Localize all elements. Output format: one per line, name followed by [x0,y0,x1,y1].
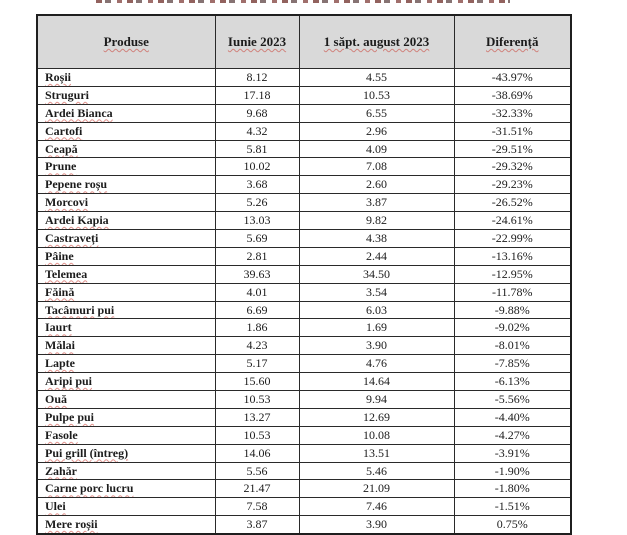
price-august-cell: 10.53 [299,86,454,104]
price-august-cell: 1.69 [299,319,454,337]
price-august-cell: 4.76 [299,355,454,373]
price-june-cell: 13.03 [215,212,299,230]
difference-cell: -1.51% [454,498,571,516]
product-name-cell: Lapte [37,355,215,373]
product-name-cell: Fasole [37,426,215,444]
product-name-cell: Mere roșii [37,516,215,534]
product-name-cell: Carne porc lucru [37,480,215,498]
table-row [37,480,571,498]
table-row [37,69,571,87]
difference-cell: -29.23% [454,176,571,194]
product-name-cell: Ceapă [37,140,215,158]
price-august-cell: 5.46 [299,462,454,480]
price-comparison-table [36,14,572,535]
price-august-cell: 4.55 [299,69,454,87]
difference-cell: -3.91% [454,444,571,462]
product-name-cell: Mălai [37,337,215,355]
column-header-produse-label: Produse [103,34,149,49]
price-june-cell: 21.47 [215,480,299,498]
price-august-cell: 3.87 [299,194,454,212]
product-name-cell: Ardei Bianca [37,104,215,122]
price-august-cell: 9.94 [299,391,454,409]
product-name-cell: Ulei [37,498,215,516]
product-name-cell: Pâine [37,247,215,265]
difference-cell: -26.52% [454,194,571,212]
product-name-cell: Castraveți [37,230,215,248]
difference-cell: -29.51% [454,140,571,158]
product-name-cell: Iaurt [37,319,215,337]
clipped-title-text [96,0,510,3]
difference-cell: -24.61% [454,212,571,230]
product-name-cell: Morcovi [37,194,215,212]
difference-cell: -1.80% [454,480,571,498]
price-august-cell: 6.03 [299,301,454,319]
price-june-cell: 5.81 [215,140,299,158]
difference-cell: -13.16% [454,247,571,265]
price-august-cell: 2.96 [299,122,454,140]
price-august-cell: 4.38 [299,230,454,248]
price-august-cell: 13.51 [299,444,454,462]
table-row [37,498,571,516]
difference-cell: -31.51% [454,122,571,140]
price-june-cell: 5.26 [215,194,299,212]
price-august-cell: 6.55 [299,104,454,122]
price-june-cell: 3.87 [215,516,299,534]
difference-cell: -1.90% [454,462,571,480]
difference-cell: -29.32% [454,158,571,176]
difference-cell: -22.99% [454,230,571,248]
column-header-august-label: 1 săpt. august 2023 [323,34,430,49]
product-name-cell: Ardei Kapia [37,212,215,230]
product-name-cell: Roșii [37,69,215,87]
table-row [37,516,571,534]
difference-cell: 0.75% [454,516,571,534]
product-name-cell: Tacâmuri pui [37,301,215,319]
price-june-cell: 6.69 [215,301,299,319]
table-row [37,265,571,283]
table-row [37,355,571,373]
price-august-cell: 12.69 [299,408,454,426]
difference-cell: -9.02% [454,319,571,337]
price-june-cell: 4.23 [215,337,299,355]
price-august-cell: 4.09 [299,140,454,158]
price-june-cell: 13.27 [215,408,299,426]
difference-cell: -5.56% [454,391,571,409]
product-name-cell: Struguri [37,86,215,104]
product-name-cell: Ouă [37,391,215,409]
price-august-cell: 3.54 [299,283,454,301]
table-row [37,408,571,426]
difference-cell: -38.69% [454,86,571,104]
table-header [37,15,571,69]
difference-cell: -7.85% [454,355,571,373]
table-row [37,444,571,462]
price-august-cell: 7.08 [299,158,454,176]
price-august-cell: 10.08 [299,426,454,444]
product-name-cell: Telemea [37,265,215,283]
difference-cell: -8.01% [454,337,571,355]
table-row [37,319,571,337]
difference-cell: -11.78% [454,283,571,301]
column-header-diferenta [454,15,571,69]
column-header-produse [37,15,215,69]
difference-cell: -6.13% [454,373,571,391]
table-row [37,194,571,212]
price-june-cell: 15.60 [215,373,299,391]
price-june-cell: 5.56 [215,462,299,480]
column-header-august-2023 [299,15,454,69]
price-june-cell: 4.01 [215,283,299,301]
table-row [37,373,571,391]
price-june-cell: 4.32 [215,122,299,140]
price-august-cell: 21.09 [299,480,454,498]
difference-cell: -32.33% [454,104,571,122]
column-header-iunie-2023 [215,15,299,69]
product-name-cell: Pepene roșu [37,176,215,194]
price-august-cell: 3.90 [299,516,454,534]
price-august-cell: 7.46 [299,498,454,516]
price-june-cell: 14.06 [215,444,299,462]
difference-cell: -4.27% [454,426,571,444]
price-june-cell: 39.63 [215,265,299,283]
product-name-cell: Făină [37,283,215,301]
difference-cell: -43.97% [454,69,571,87]
price-june-cell: 10.53 [215,426,299,444]
table-row [37,212,571,230]
column-header-iunie-label: Iunie 2023 [227,34,287,49]
product-name-cell: Prune [37,158,215,176]
header-row [37,15,571,69]
product-name-cell: Pui grill (întreg) [37,444,215,462]
table-row [37,337,571,355]
table-row [37,230,571,248]
price-june-cell: 8.12 [215,69,299,87]
difference-cell: -9.88% [454,301,571,319]
product-name-cell: Cartofi [37,122,215,140]
table-row [37,301,571,319]
price-august-cell: 14.64 [299,373,454,391]
price-august-cell: 9.82 [299,212,454,230]
table-row [37,426,571,444]
table-row [37,86,571,104]
price-august-cell: 3.90 [299,337,454,355]
price-august-cell: 2.60 [299,176,454,194]
price-june-cell: 5.69 [215,230,299,248]
table-row [37,104,571,122]
column-header-diferenta-label: Diferență [486,34,539,49]
price-june-cell: 3.68 [215,176,299,194]
price-june-cell: 7.58 [215,498,299,516]
product-name-cell: Zahăr [37,462,215,480]
price-june-cell: 2.81 [215,247,299,265]
table-row [37,462,571,480]
table-row [37,140,571,158]
table-row [37,158,571,176]
price-june-cell: 1.86 [215,319,299,337]
price-june-cell: 5.17 [215,355,299,373]
table-row [37,247,571,265]
product-name-cell: Aripi pui [37,373,215,391]
table-row [37,391,571,409]
price-june-cell: 9.68 [215,104,299,122]
table-body [37,69,571,535]
table-row [37,122,571,140]
difference-cell: -4.40% [454,408,571,426]
price-august-cell: 2.44 [299,247,454,265]
price-june-cell: 17.18 [215,86,299,104]
difference-cell: -12.95% [454,265,571,283]
product-name-cell: Pulpe pui [37,408,215,426]
table-row [37,283,571,301]
price-june-cell: 10.02 [215,158,299,176]
table-row [37,176,571,194]
price-august-cell: 34.50 [299,265,454,283]
price-june-cell: 10.53 [215,391,299,409]
